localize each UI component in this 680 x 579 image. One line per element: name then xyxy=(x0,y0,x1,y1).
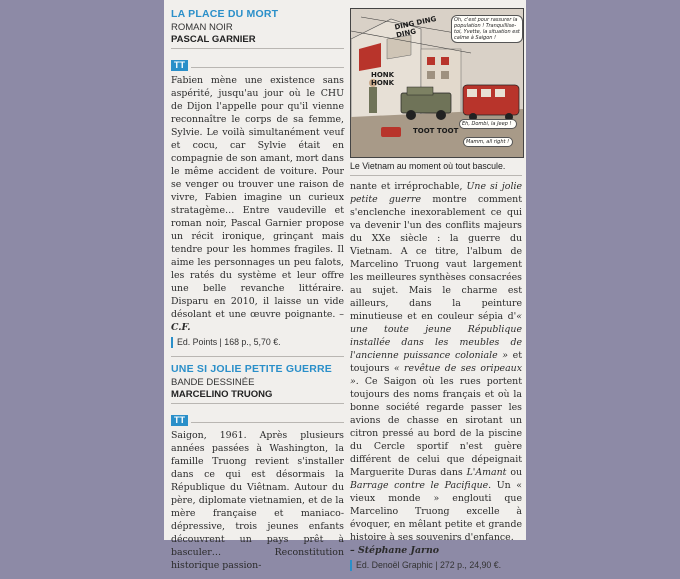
divider xyxy=(191,67,344,68)
body-segment: montre comment s'enclenche inexorablement ce qui va devenir l'un des conflits majeurs du XXe siècle : la guerre du Vietnam. A ce titre, l'album de Marcelino Truong vaut largement les meilleures synthèses consacrées au sujet. Mais le charme est ailleurs, dans la peinture minutieuse et en couleur sépia d' xyxy=(350,194,522,322)
review2-body-left: Saigon, 1961. Après plusieurs années passées à Washington, la famille Truong revient s'installer dans ce qui est désormais la République du Viêtnam. Autour du père, diplomate vietnamien, et de la mère française et maniaco-dépressive, trois jeunes enfants découvrent un pays prêt à basculer… Reconstitution historique passion- xyxy=(171,430,344,571)
speech-bubble-top: Oh, c'est pour rassurer la population ! Tranquillise-toi, Yvette, la situation est calme à Saigon ! xyxy=(451,15,523,43)
review2-publisher: Ed. Denoël Graphic | 272 p., 24,90 €. xyxy=(350,560,522,571)
review1-genre: ROMAN NOIR xyxy=(171,22,233,33)
comic-caption: Le Vietnam au moment où tout bascule. xyxy=(350,161,506,171)
book-title: Une si jolie petite guerre xyxy=(350,181,522,205)
divider xyxy=(191,422,344,423)
review2-pages-price: 272 p., 24,90 €. xyxy=(439,560,502,570)
speech-bubble-mid: Eh, Dombi, la Jeep ! xyxy=(459,119,517,129)
review2-author: MARCELINO TRUONG xyxy=(171,389,344,404)
body-segment: . Un « vieux monde » englouti que Marcelino Truong excelle à évoquer, en mêlant petite et grande histoire à ses souvenirs d'enfance. xyxy=(350,480,522,543)
review1-pages-price: 168 p., 5,70 €. xyxy=(224,337,281,347)
review2-signature: – Stéphane Jarno xyxy=(350,545,440,556)
review1-title: LA PLACE DU MORT xyxy=(171,8,279,20)
review1-publisher-name: Ed. Points xyxy=(177,337,218,347)
comic-illustration xyxy=(350,8,524,158)
sound-effect-ding: DING DING DING xyxy=(393,14,438,40)
divider xyxy=(171,356,344,357)
review1-rating-badge: TT xyxy=(171,60,188,71)
left-column xyxy=(171,8,344,572)
body-segment: nante et irréprochable, xyxy=(350,181,463,192)
review2-publisher-name: Ed. Denoël Graphic xyxy=(356,560,433,570)
sound-effect-honk: HONK HONK xyxy=(371,71,395,87)
review1-publisher: Ed. Points | 168 p., 5,70 €. xyxy=(171,337,344,348)
quote: « revêtue de ses oripeaux » xyxy=(350,363,522,387)
divider xyxy=(350,175,522,176)
quote: « une toute jeune République installée dans les meubles de l'ancienne puissance coloniale » xyxy=(350,311,522,361)
body-segment: . Ce Saigon où les rues portent toujours des noms français et où la bonne société regarde passer les avions de chasse en sirotant un citron pressé au bord de la piscine du Cercle sportif n'est guère différent de celui que dépeignait Marguerite Duras dans xyxy=(350,376,522,478)
review1-body-text: Fabien mène une existence sans aspérité, jusqu'au jour où le CHU de Dijon l'appelle pour qu'il vienne reconnaître le corps de sa femme, Sylvie. Le voilà simultanément veuf et cocu, car Sylvie était en compagnie de son amant, mort dans le même accident de voiture. Pour se venger ou trouver une raison de vivre, Fabien imagine un curieux stratagème… Entre vaudeville et roman noir, Pascal Garnier propose un récit ironique, grinçant mais tendre pour les hommes fragiles. Il aime les personnages un peu falots, les ratés du système et leur offre une belle revanche littéraire. Disparu en 2010, il laisse un vide désolant et une œuvre poignante. – xyxy=(171,75,344,320)
review2-title: UNE SI JOLIE PETITE GUERRE xyxy=(171,363,332,375)
body-segment: et toujours xyxy=(350,350,522,374)
review2-genre: BANDE DESSINÉE xyxy=(171,377,255,388)
review1-author: PASCAL GARNIER xyxy=(171,34,344,49)
review1-body xyxy=(171,74,344,334)
review2-rating-badge: TT xyxy=(171,415,188,426)
book-title: L'Amant xyxy=(466,467,507,478)
book-title: Barrage contre le Pacifique xyxy=(350,480,489,491)
sound-effect-toot: TOOT TOOT xyxy=(413,127,459,135)
body-segment: ou xyxy=(510,467,523,478)
magazine-page xyxy=(164,0,526,571)
review2-body-right xyxy=(350,180,522,557)
right-column xyxy=(350,0,522,579)
review1-signature: C.F. xyxy=(171,322,191,333)
speech-bubble-bottom: Mamm, all right ! xyxy=(463,137,513,147)
